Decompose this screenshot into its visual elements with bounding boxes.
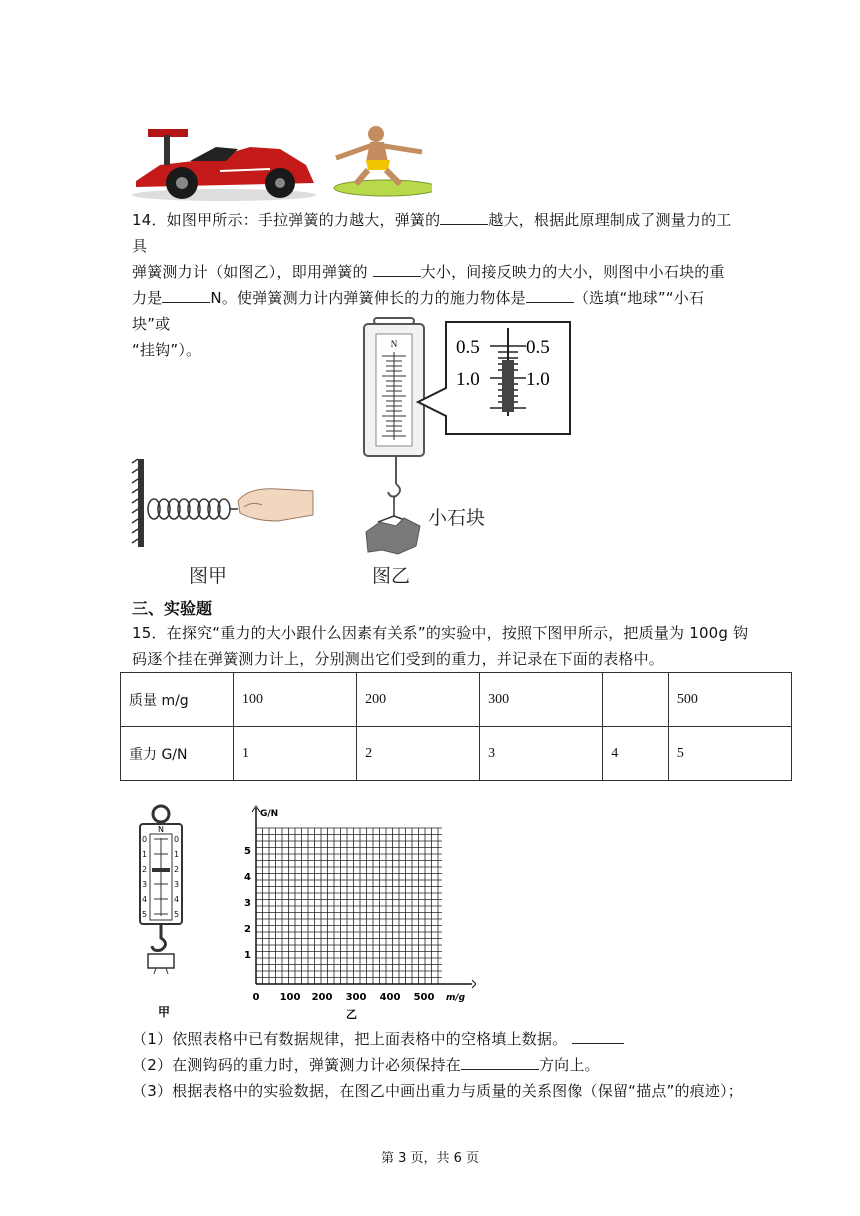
zoom-tick-left-2: 1.0 bbox=[456, 369, 480, 390]
page-footer: 第 3 页，共 6 页 bbox=[380, 1151, 480, 1166]
small-meter-tick-right: 2 bbox=[174, 865, 180, 874]
small-meter-tick-right: 5 bbox=[174, 910, 180, 919]
q15-sub1: （1）依照表格中已有数据规律，把上面表格中的空格填上数据。 bbox=[132, 1026, 772, 1052]
x-tick-label: 500 bbox=[413, 992, 435, 1003]
small-meter-tick-left: 4 bbox=[142, 895, 148, 904]
y-tick-label: 5 bbox=[244, 846, 251, 857]
table-cell: 500 bbox=[668, 673, 791, 727]
small-meter-tick-left: 0 bbox=[142, 835, 148, 844]
table-cell: 100 bbox=[234, 673, 357, 727]
y-axis-label: G/N bbox=[260, 809, 279, 819]
table-row bbox=[121, 727, 792, 781]
zoom-tick-right-2: 1.0 bbox=[526, 369, 550, 390]
grid-graph bbox=[236, 804, 476, 1022]
table-cell: 5 bbox=[668, 727, 791, 781]
x-tick-label: 0 bbox=[252, 992, 260, 1003]
q15-subquestions bbox=[132, 1026, 772, 1104]
small-meter-tick-right: 3 bbox=[174, 880, 180, 889]
zoom-tick-left-1: 0.5 bbox=[456, 337, 480, 358]
q15-line2: 码逐个挂在弹簧测力计上，分别测出它们受到的重力，并记录在下面的表格中。 bbox=[132, 650, 665, 668]
small-meter-unit: N bbox=[158, 825, 164, 834]
x-tick-label: 400 bbox=[379, 992, 401, 1003]
row-header-mass: 质量 m/g bbox=[121, 673, 234, 727]
fig-yi-caption: 图乙 bbox=[372, 565, 411, 587]
small-meter-tick-right: 0 bbox=[174, 835, 180, 844]
q15-intro bbox=[132, 620, 752, 672]
graph-caption: 乙 bbox=[346, 1008, 357, 1021]
y-tick-label: 3 bbox=[244, 898, 251, 909]
row-header-gravity: 重力 G/N bbox=[121, 727, 234, 781]
zoom-tick-right-1: 0.5 bbox=[526, 337, 550, 358]
answer-blank[interactable] bbox=[440, 208, 488, 225]
table-cell: 300 bbox=[480, 673, 603, 727]
small-fig-jia-caption: 甲 bbox=[158, 1005, 171, 1019]
q14-line4: “挂钩”）。 bbox=[132, 341, 202, 359]
graph-grid bbox=[256, 828, 442, 984]
surfer-image bbox=[326, 122, 432, 204]
section-heading: 三、实验题 bbox=[132, 599, 213, 618]
answer-blank[interactable] bbox=[461, 1053, 539, 1070]
q14-line2: 弹簧测力计（如图乙），即用弹簧的 大小，间接反映力的大小，则图中小石块的重 bbox=[132, 259, 742, 285]
table-cell: 3 bbox=[480, 727, 603, 781]
table-cell: 4 bbox=[603, 727, 669, 781]
answer-blank[interactable] bbox=[162, 286, 210, 303]
answer-blank[interactable] bbox=[526, 286, 574, 303]
y-tick-label: 2 bbox=[244, 924, 251, 935]
small-meter-tick-right: 1 bbox=[174, 850, 180, 859]
small-meter-tick-left: 5 bbox=[142, 910, 148, 919]
small-meter-tick-right: 4 bbox=[174, 895, 180, 904]
race-car-image bbox=[130, 125, 318, 203]
y-tick-label: 4 bbox=[244, 872, 251, 883]
x-tick-label: 300 bbox=[345, 992, 367, 1003]
x-tick-label: 100 bbox=[279, 992, 301, 1003]
spring-hand-figure bbox=[128, 455, 318, 551]
q14-line3: 力是 N。使弹簧测力计内弹簧伸长的力的施力物体是 （选填“地球”“小石块”或 bbox=[132, 285, 742, 337]
table-cell-blank[interactable] bbox=[603, 673, 669, 727]
x-tick-label: 200 bbox=[311, 992, 333, 1003]
answer-blank[interactable] bbox=[373, 260, 421, 277]
table-cell: 2 bbox=[357, 727, 480, 781]
meter-unit-label: N bbox=[390, 339, 398, 349]
q15-sub3: （3）根据表格中的实验数据，在图乙中画出重力与质量的关系图像（保留“描点”的痕迹）； bbox=[132, 1082, 743, 1100]
x-axis-label: m/g bbox=[446, 993, 466, 1003]
table-cell: 1 bbox=[234, 727, 357, 781]
small-meter-tick-left: 2 bbox=[142, 865, 148, 874]
table-cell: 200 bbox=[357, 673, 480, 727]
data-table bbox=[120, 672, 792, 781]
answer-blank[interactable] bbox=[572, 1027, 624, 1044]
small-meter-tick-left: 3 bbox=[142, 880, 148, 889]
q15-line1: 15．在探究“重力的大小跟什么因素有关系”的实验中，按照下图甲所示，把质量为 100g 钩 bbox=[132, 624, 749, 642]
q14-line1: 14．如图甲所示：手拉弹簧的力越大，弹簧的 越大，根据此原理制成了测量力的工具 bbox=[132, 207, 742, 259]
stone-label: 小石块 bbox=[428, 507, 486, 529]
small-spring-scale bbox=[136, 804, 192, 974]
fig-jia-caption: 图甲 bbox=[189, 565, 228, 587]
y-tick-label: 1 bbox=[244, 950, 251, 961]
small-meter-tick-left: 1 bbox=[142, 850, 148, 859]
q15-sub2: （2）在测钩码的重力时，弹簧测力计必须保持在 方向上。 bbox=[132, 1052, 772, 1078]
table-row bbox=[121, 673, 792, 727]
